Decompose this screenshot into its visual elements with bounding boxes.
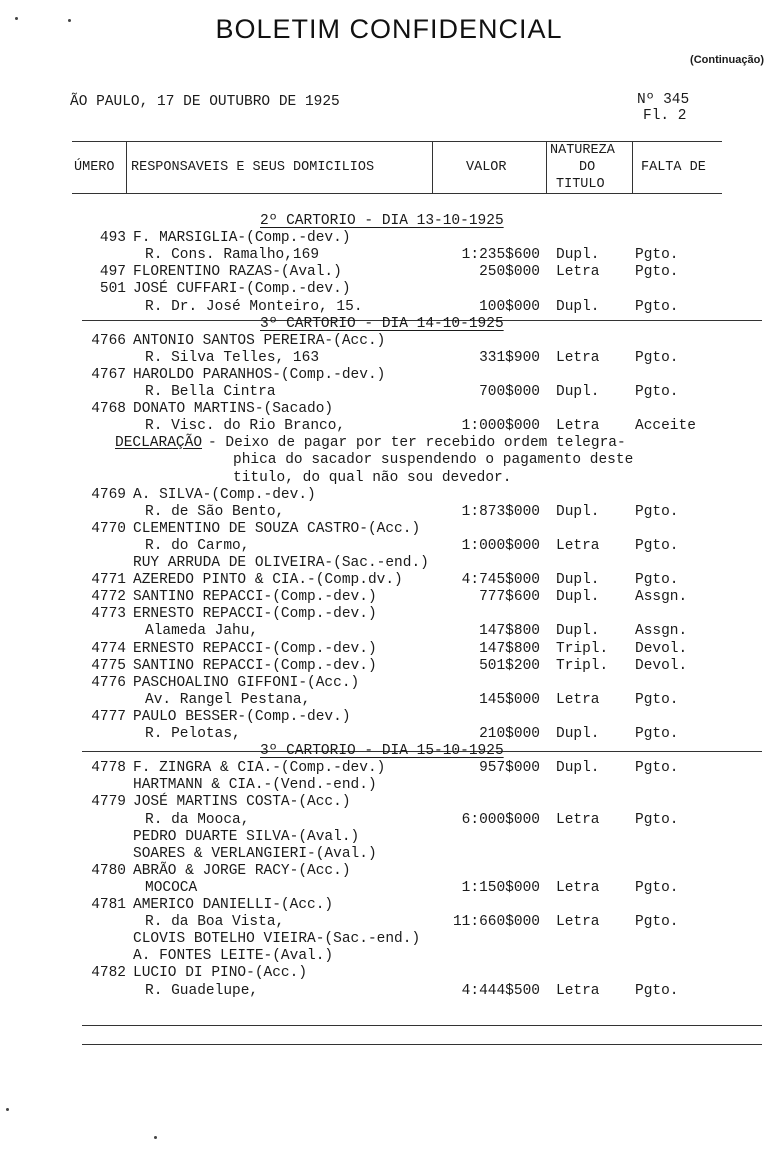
title-value: 4:745$000 [461,572,540,588]
domicile-address: R. Silva Telles, 163 [145,350,320,366]
title-nature: Letra [556,350,600,366]
responsible-name: JOSÉ CUFFARI-(Comp.-dev.) [133,281,351,297]
domicile-address: Alameda Jahu, [145,623,259,639]
title-nature: Letra [556,812,600,828]
col-header-natureza-3: TITULO [556,177,605,192]
responsible-name: PASCHOALINO GIFFONI-(Acc.) [133,675,360,691]
place-date: ÃO PAULO, 17 DE OUTUBRO DE 1925 [70,94,340,110]
entry-number: 4768 [91,401,126,417]
responsible-name: AMERICO DANIELLI-(Acc.) [133,897,334,913]
title-value: 777$600 [479,589,540,605]
domicile-address: R. Pelotas, [145,726,241,742]
responsible-name: HARTMANN & CIA.-(Vend.-end.) [133,777,377,793]
title-nature: Tripl. [556,658,609,674]
responsible-name: ANTONIO SANTOS PEREIRA-(Acc.) [133,333,386,349]
col-header-responsaveis: RESPONSAVEIS E SEUS DOMICILIOS [131,160,375,175]
failure-reason: Pgto. [635,264,679,280]
failure-reason: Pgto. [635,504,679,520]
responsible-name: DONATO MARTINS-(Sacado) [133,401,334,417]
title-value: 147$800 [479,623,540,639]
col-header-numero: ÚMERO [74,160,115,175]
entry-number: 4766 [91,333,126,349]
failure-reason: Pgto. [635,247,679,263]
scan-speck [15,17,18,20]
title-value: 700$000 [479,384,540,400]
declaration-text: phica do sacador suspendendo o pagamento deste [233,452,634,468]
responsible-name: LUCIO DI PINO-(Acc.) [133,965,308,981]
entry-number: 4778 [91,760,126,776]
responsible-name: ABRÃO & JORGE RACY-(Acc.) [133,863,351,879]
entry-number: 4782 [91,965,126,981]
failure-reason: Pgto. [635,812,679,828]
title-nature: Dupl. [556,726,600,742]
sheet-number: Fl. 2 [643,108,687,124]
title-value: 957$000 [479,760,540,776]
title-value: 1:000$000 [461,418,540,434]
responsible-name: SANTINO REPACCI-(Comp.-dev.) [133,658,377,674]
failure-reason: Pgto. [635,760,679,776]
col-header-natureza-2: DO [579,160,596,175]
failure-reason: Pgto. [635,983,679,999]
domicile-address: R. Cons. Ramalho,169 [145,247,320,263]
responsible-name: F. MARSIGLIA-(Comp.-dev.) [133,230,351,246]
scan-speck [154,1136,157,1139]
failure-reason: Pgto. [635,572,679,588]
title-nature: Dupl. [556,504,600,520]
entry-number: 4770 [91,521,126,537]
entry-number: 4779 [91,794,126,810]
title-nature: Dupl. [556,247,600,263]
entry-number: 4775 [91,658,126,674]
title-value: 145$000 [479,692,540,708]
title-nature: Letra [556,880,600,896]
domicile-address: Av. Rangel Pestana, [145,692,311,708]
domicile-address: R. Dr. José Monteiro, 15. [145,299,363,315]
title-value: 1:150$000 [461,880,540,896]
entry-number: 4767 [91,367,126,383]
entry-number: 4772 [91,589,126,605]
declaration-text: - Deixo de pagar por ter recebido ordem telegra- [208,435,626,451]
entry-number: 4774 [91,641,126,657]
responsible-name: SANTINO REPACCI-(Comp.-dev.) [133,589,377,605]
title-value: 210$000 [479,726,540,742]
domicile-address: R. Visc. do Rio Branco, [145,418,346,434]
failure-reason: Assgn. [635,589,688,605]
failure-reason: Assgn. [635,623,688,639]
col-header-falta: FALTA DE [641,160,706,175]
title-value: 11:660$000 [452,914,540,930]
cartorio-heading: 3º CARTORIO - DIA 14-10-1925 [260,316,504,332]
title-value: 1:000$000 [461,538,540,554]
title-nature: Dupl. [556,623,600,639]
cartorio-heading: 2º CARTORIO - DIA 13-10-1925 [260,213,504,229]
failure-reason: Pgto. [635,692,679,708]
title-value: 4:444$500 [461,983,540,999]
responsible-name: AZEREDO PINTO & CIA.-(Comp.dv.) [133,572,403,588]
failure-reason: Pgto. [635,350,679,366]
responsible-name: RUY ARRUDA DE OLIVEIRA-(Sac.-end.) [133,555,429,571]
col-header-valor: VALOR [466,160,507,175]
title-value: 250$000 [479,264,540,280]
responsible-name: A. FONTES LEITE-(Aval.) [133,948,334,964]
failure-reason: Pgto. [635,538,679,554]
domicile-address: R. do Carmo, [145,538,250,554]
title-value: 6:000$000 [461,812,540,828]
failure-reason: Acceite [635,418,696,434]
responsible-name: A. SILVA-(Comp.-dev.) [133,487,316,503]
responsible-name: HAROLDO PARANHOS-(Comp.-dev.) [133,367,386,383]
title-nature: Dupl. [556,299,600,315]
responsible-name: CLOVIS BOTELHO VIEIRA-(Sac.-end.) [133,931,421,947]
domicile-address: R. da Boa Vista, [145,914,285,930]
entry-number: 4780 [91,863,126,879]
title-nature: Letra [556,538,600,554]
responsible-name: F. ZINGRA & CIA.-(Comp.-dev.) [133,760,386,776]
entry-number: 493 [99,230,126,246]
domicile-address: R. da Mooca, [145,812,250,828]
bulletin-number: Nº 345 [637,92,690,108]
entry-number: 4781 [91,897,126,913]
failure-reason: Pgto. [635,726,679,742]
entry-number: 497 [99,264,126,280]
entry-number: 4777 [91,709,126,725]
scan-speck [68,19,71,22]
title-nature: Dupl. [556,384,600,400]
responsible-name: ERNESTO REPACCI-(Comp.-dev.) [133,641,377,657]
title-nature: Tripl. [556,641,609,657]
continuation-label: (Continuação) [690,54,764,66]
responsible-name: ERNESTO REPACCI-(Comp.-dev.) [133,606,377,622]
title-value: 331$900 [479,350,540,366]
title-value: 501$200 [479,658,540,674]
declaration-text: titulo, do qual não sou devedor. [233,470,512,486]
failure-reason: Pgto. [635,880,679,896]
title-nature: Letra [556,983,600,999]
failure-reason: Devol. [635,641,688,657]
failure-reason: Devol. [635,658,688,674]
responsible-name: JOSÉ MARTINS COSTA-(Acc.) [133,794,351,810]
title-nature: Dupl. [556,760,600,776]
col-header-natureza-1: NATUREZA [550,143,615,158]
entry-number: 4773 [91,606,126,622]
domicile-address: R. Guadelupe, [145,983,259,999]
entry-number: 501 [99,281,126,297]
domicile-address: R. Bella Cintra [145,384,276,400]
domicile-address: R. de São Bento, [145,504,285,520]
title-nature: Letra [556,692,600,708]
entry-number: 4776 [91,675,126,691]
scan-speck [6,1108,9,1111]
title-nature: Dupl. [556,589,600,605]
failure-reason: Pgto. [635,384,679,400]
title-nature: Letra [556,914,600,930]
failure-reason: Pgto. [635,299,679,315]
responsible-name: PAULO BESSER-(Comp.-dev.) [133,709,351,725]
cartorio-heading: 3º CARTORIO - DIA 15-10-1925 [260,743,504,759]
title-value: 100$000 [479,299,540,315]
document-title: BOLETIM CONFIDENCIAL [215,14,563,44]
title-nature: Letra [556,418,600,434]
responsible-name: CLEMENTINO DE SOUZA CASTRO-(Acc.) [133,521,421,537]
responsible-name: FLORENTINO RAZAS-(Aval.) [133,264,342,280]
title-value: 1:235$600 [461,247,540,263]
failure-reason: Pgto. [635,914,679,930]
entry-number: 4771 [91,572,126,588]
title-nature: Dupl. [556,572,600,588]
domicile-address: MOCOCA [145,880,198,896]
title-nature: Letra [556,264,600,280]
responsible-name: PEDRO DUARTE SILVA-(Aval.) [133,829,360,845]
title-value: 1:873$000 [461,504,540,520]
title-value: 147$800 [479,641,540,657]
entry-number: 4769 [91,487,126,503]
declaration-label: DECLARAÇÃO [115,435,203,451]
responsible-name: SOARES & VERLANGIERI-(Aval.) [133,846,377,862]
